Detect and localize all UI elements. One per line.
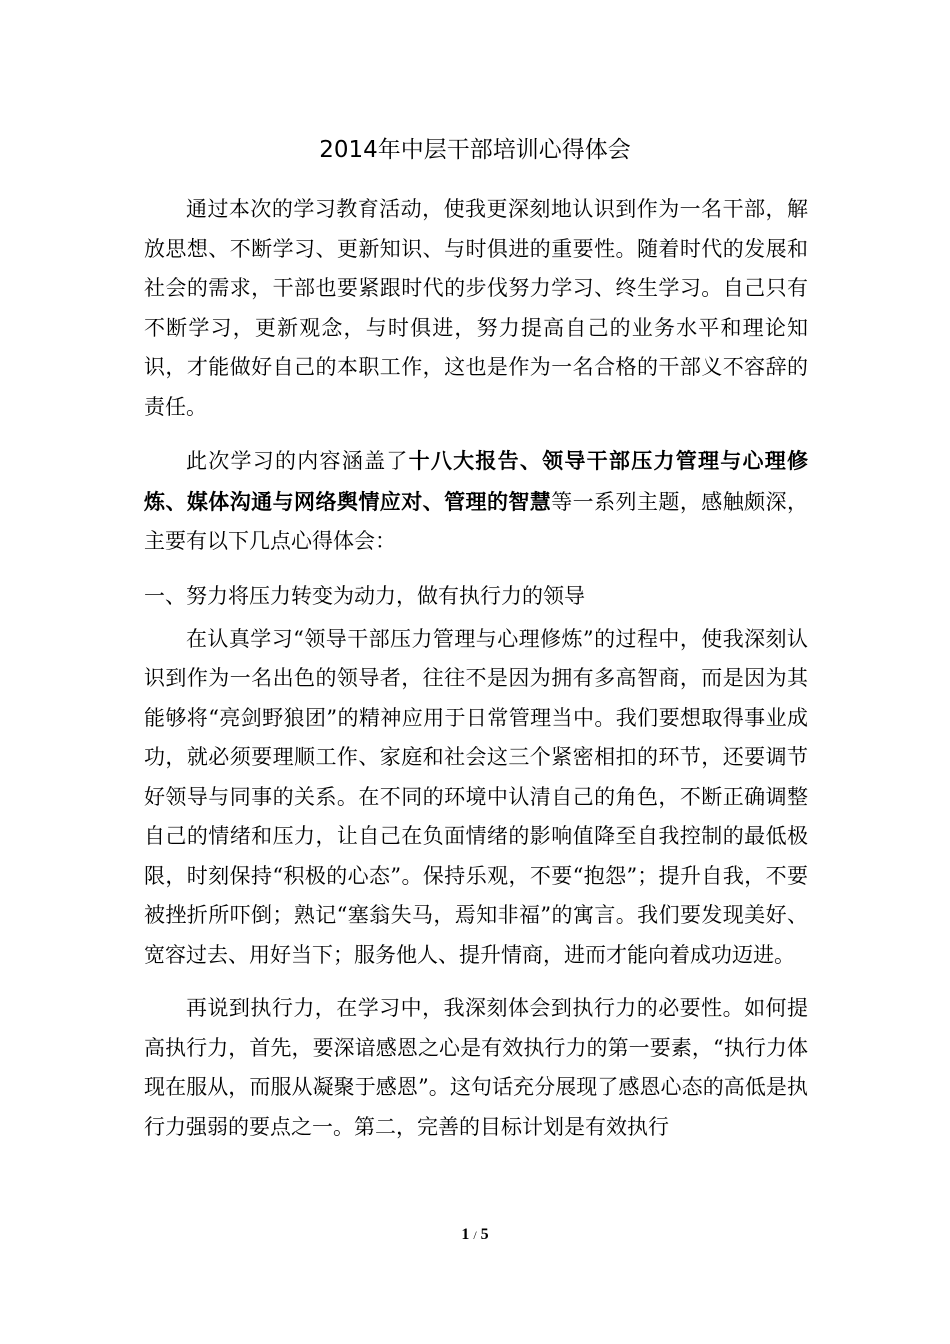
topic-stress-management: 领导干部压力管理与心理修炼	[144, 448, 809, 514]
paragraph-topics	[144, 441, 808, 562]
topic-management-wisdom: 管理的智慧	[444, 488, 552, 514]
topics-suffix: 等一系列主题，感触颇深，主要有以下几点心得体会：	[144, 489, 809, 553]
paragraph-intro: 通过本次的学习教育活动，使我更深刻地认识到作为一名干部，解放思想、不断学习、更新知识、与时俱进的重要性。随着时代的发展和社会的需求，干部也要紧跟时代的步伐努力学习、终生学习。自己只有不断学习，更新观念，与时俱进，努力提高自己的业务水平和理论知识，才能做好自己的本职工作，这也是作为一名合格的干部义不容辞的责任。	[144, 197, 808, 419]
paragraph-stress: 在认真学习“领导干部压力管理与心理修炼”的过程中，使我深刻认识到作为一名出色的领导者，往往不是因为拥有多高智商，而是因为其能够将“亮剑野狼团”的精神应用于日常管理当中。我们要想取得事业成功，就必须要理顺工作、家庭和社会这三个紧密相扣的环节，还要调节好领导与同事的关系。在不同的环境中认清自己的角色，不断正确调整自己的情绪和压力，让自己在负面情绪的影响值降至自我控制的最低极限，时刻保持“积极的心态”。保持乐观，不要“抱怨”；提升自我，不要被挫折所吓倒；熟记“塞翁失马，焉知非福”的寓言。我们要发现美好、宽容过去、用好当下；服务他人、提升情商，进而才能向着成功迈进。	[144, 626, 808, 967]
topic-separator: 、	[519, 448, 543, 473]
page-number	[0, 1226, 950, 1244]
document-body	[144, 190, 808, 1161]
document-title: 2014年中层干部培训心得体会	[319, 137, 631, 163]
page-separator: /	[473, 1228, 477, 1242]
paragraph-execution: 再说到执行力，在学习中，我深刻体会到执行力的必要性。如何提高执行力，首先，要深谙感恩之心是有效执行力的第一要素，“执行力体现在服从，而服从凝聚于感恩”。这句话充分展现了感恩心态的高低是执行力强弱的要点之一。第二，完善的目标计划是有效执行	[144, 996, 808, 1139]
topic-media-communication: 媒体沟通与网络舆情应对	[186, 488, 423, 514]
topic-report: 十八大报告	[408, 448, 520, 473]
page-current: 1	[461, 1226, 470, 1243]
section-heading-1: 一、努力将压力转变为动力，做有执行力的领导	[144, 583, 585, 608]
page-total: 5	[480, 1226, 489, 1243]
topics-prefix: 此次学习的内容涵盖了	[186, 449, 409, 473]
topic-separator: 、	[165, 488, 187, 514]
topic-separator: 、	[422, 488, 445, 514]
